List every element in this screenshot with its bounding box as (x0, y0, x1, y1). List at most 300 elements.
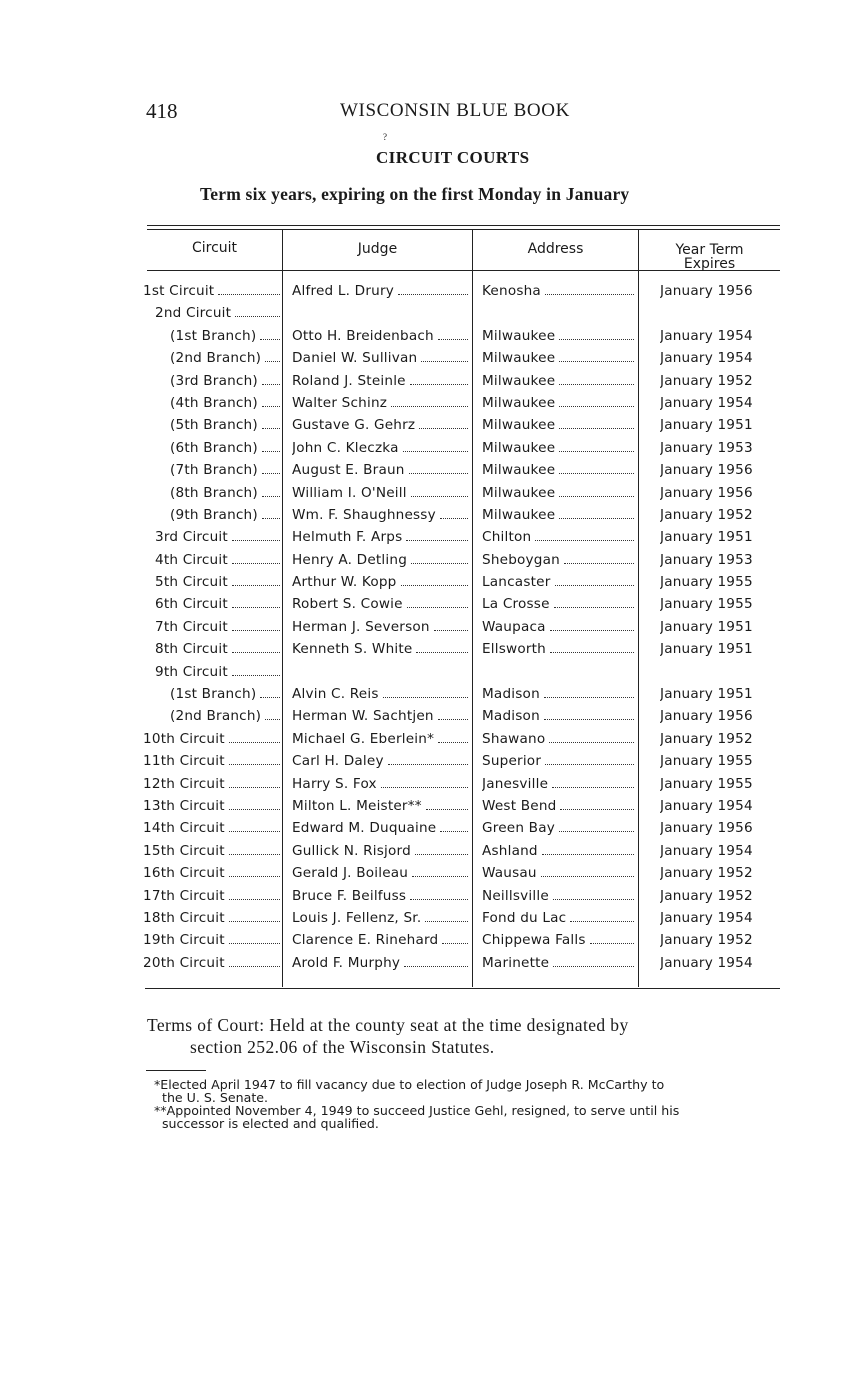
dot-leader (553, 966, 634, 967)
cell-circuit (143, 753, 280, 769)
cell-address-text: Lancaster (482, 574, 554, 590)
cell-year-expires-text: January 1952 (660, 731, 756, 747)
dot-leader (232, 652, 280, 653)
cell-circuit (143, 955, 280, 971)
dot-leader (398, 294, 468, 295)
cell-year-expires (660, 328, 770, 344)
cell-circuit (143, 328, 280, 344)
cell-address-text: Ashland (482, 843, 541, 859)
dot-leader (541, 876, 634, 877)
cell-address-text: Milwaukee (482, 373, 558, 389)
dot-leader (559, 339, 634, 340)
cell-address-text: Chippewa Falls (482, 932, 589, 948)
cell-circuit (143, 731, 280, 747)
cell-judge-text: Milton L. Meister** (292, 798, 425, 814)
table-row (0, 574, 859, 596)
footnote-1: *Elected April 1947 to fill vacancy due to election of Judge Joseph R. McCarthy to (154, 1077, 665, 1092)
dot-leader (535, 540, 634, 541)
cell-judge (292, 574, 468, 590)
cell-year-expires-text: January 1954 (660, 955, 756, 971)
dot-leader (426, 809, 468, 810)
cell-year-expires-text: January 1951 (660, 529, 756, 545)
cell-address (482, 507, 634, 523)
cell-address (482, 485, 634, 501)
cell-judge-text: Gerald J. Boileau (292, 865, 411, 881)
dot-leader (553, 899, 634, 900)
header-judge: Judge (357, 241, 398, 257)
cell-year-expires-text: January 1952 (660, 507, 756, 523)
footnotes (154, 1078, 784, 1130)
cell-year-expires-text: January 1952 (660, 888, 756, 904)
cell-circuit (143, 776, 280, 792)
cell-circuit (143, 507, 280, 523)
cell-address (482, 305, 634, 321)
table-row (0, 507, 859, 529)
cell-circuit (143, 440, 280, 456)
cell-circuit (143, 350, 280, 366)
cell-circuit (143, 888, 280, 904)
cell-year-expires-text: January 1951 (660, 619, 756, 635)
cell-judge-text: Herman J. Severson (292, 619, 433, 635)
cell-address (482, 552, 634, 568)
dot-leader (434, 630, 468, 631)
cell-circuit (143, 574, 280, 590)
dot-leader (559, 451, 634, 452)
cell-year-expires-text: January 1955 (660, 753, 756, 769)
cell-year-expires (660, 373, 770, 389)
header-address: Address (527, 241, 584, 257)
cell-judge (292, 888, 468, 904)
table-row (0, 820, 859, 842)
dot-leader (545, 764, 634, 765)
dot-leader (232, 607, 280, 608)
cell-circuit-text: 2nd Circuit (143, 305, 234, 321)
table-row (0, 888, 859, 910)
table-row (0, 283, 859, 305)
cell-judge (292, 373, 468, 389)
cell-judge (292, 843, 468, 859)
dot-leader (232, 585, 280, 586)
cell-judge-text: Arthur W. Kopp (292, 574, 400, 590)
dot-leader (559, 518, 634, 519)
cell-year-expires (660, 888, 770, 904)
cell-circuit-text: 6th Circuit (143, 596, 231, 612)
table-bottom-rule (145, 988, 780, 989)
dot-leader (542, 854, 634, 855)
table-row (0, 462, 859, 484)
table-row (0, 664, 859, 686)
dot-leader (229, 742, 280, 743)
cell-judge (292, 641, 468, 657)
dot-leader (550, 652, 634, 653)
cell-address-text: La Crosse (482, 596, 553, 612)
cell-year-expires (660, 462, 770, 478)
cell-address (482, 865, 634, 881)
cell-circuit-text: 8th Circuit (143, 641, 231, 657)
cell-judge (292, 417, 468, 433)
dot-leader (232, 675, 280, 676)
cell-judge-text: Roland J. Steinle (292, 373, 409, 389)
cell-address-text: Madison (482, 708, 543, 724)
cell-address-text: Chilton (482, 529, 534, 545)
cell-address (482, 596, 634, 612)
cell-year-expires (660, 641, 770, 657)
cell-year-expires (660, 417, 770, 433)
dot-leader (407, 607, 468, 608)
cell-year-expires (660, 485, 770, 501)
dot-leader (265, 361, 280, 362)
table-row (0, 686, 859, 708)
cell-judge (292, 350, 468, 366)
dot-leader (229, 899, 280, 900)
table-row (0, 328, 859, 350)
cell-circuit-text: 12th Circuit (143, 776, 228, 792)
cell-judge (292, 753, 468, 769)
dot-leader (550, 630, 634, 631)
cell-address (482, 932, 634, 948)
cell-address-text: Milwaukee (482, 395, 558, 411)
cell-address-text: Milwaukee (482, 440, 558, 456)
section-title: CIRCUIT COURTS (376, 148, 530, 167)
cell-judge-text: Michael G. Eberlein* (292, 731, 437, 747)
cell-year-expires (660, 686, 770, 702)
dot-leader (544, 697, 634, 698)
cell-circuit-text: 14th Circuit (143, 820, 228, 836)
cell-address (482, 686, 634, 702)
dot-leader (419, 428, 468, 429)
cell-year-expires-text: January 1952 (660, 865, 756, 881)
cell-circuit-text: (6th Branch) (143, 440, 261, 456)
cell-judge-text: Henry A. Detling (292, 552, 410, 568)
dot-leader (411, 563, 468, 564)
dot-leader (544, 719, 634, 720)
cell-judge-text: Helmuth F. Arps (292, 529, 405, 545)
cell-address (482, 641, 634, 657)
cell-year-expires-text (660, 305, 663, 321)
cell-year-expires-text (660, 664, 663, 680)
cell-judge-text: Wm. F. Shaughnessy (292, 507, 439, 523)
cell-year-expires-text: January 1956 (660, 462, 756, 478)
cell-year-expires-text: January 1951 (660, 417, 756, 433)
cell-address (482, 753, 634, 769)
cell-judge (292, 619, 468, 635)
cell-circuit (143, 552, 280, 568)
cell-judge-text: Gullick N. Risjord (292, 843, 414, 859)
cell-year-expires-text: January 1956 (660, 820, 756, 836)
cell-judge (292, 910, 468, 926)
table-row (0, 373, 859, 395)
dot-leader (438, 339, 468, 340)
cell-judge (292, 955, 468, 971)
dot-leader (559, 406, 634, 407)
cell-circuit (143, 686, 280, 702)
cell-year-expires (660, 932, 770, 948)
cell-circuit (143, 798, 280, 814)
cell-address (482, 328, 634, 344)
dot-leader (388, 764, 468, 765)
table-row (0, 529, 859, 551)
cell-circuit (143, 708, 280, 724)
table-row (0, 485, 859, 507)
cell-address (482, 462, 634, 478)
cell-circuit (143, 485, 280, 501)
cell-year-expires-text: January 1955 (660, 776, 756, 792)
cell-judge-text: Bruce F. Beilfuss (292, 888, 409, 904)
cell-circuit-text: (7th Branch) (143, 462, 261, 478)
dot-leader (260, 697, 280, 698)
cell-circuit (143, 910, 280, 926)
cell-address (482, 395, 634, 411)
cell-circuit-text: (1st Branch) (143, 328, 259, 344)
cell-judge (292, 664, 468, 680)
cell-address-text: Ellsworth (482, 641, 549, 657)
dot-leader (262, 428, 280, 429)
cell-judge-text (292, 305, 295, 321)
cell-year-expires-text: January 1952 (660, 373, 756, 389)
cell-judge-text: Walter Schinz (292, 395, 390, 411)
cell-judge (292, 507, 468, 523)
cell-judge (292, 305, 468, 321)
table-row (0, 932, 859, 954)
cell-year-expires (660, 350, 770, 366)
cell-circuit-text: (4th Branch) (143, 395, 261, 411)
cell-year-expires-text: January 1954 (660, 798, 756, 814)
cell-judge-text: Alfred L. Drury (292, 283, 397, 299)
cell-address (482, 373, 634, 389)
cell-year-expires-text: January 1952 (660, 932, 756, 948)
dot-leader (440, 518, 468, 519)
table-row (0, 641, 859, 663)
cell-judge-text: Alvin C. Reis (292, 686, 382, 702)
dot-leader (381, 787, 468, 788)
cell-judge-text: Carl H. Daley (292, 753, 387, 769)
cell-year-expires (660, 529, 770, 545)
cell-address (482, 350, 634, 366)
cell-address-text: Milwaukee (482, 485, 558, 501)
cell-year-expires-text: January 1955 (660, 574, 756, 590)
cell-circuit-text: 20th Circuit (143, 955, 228, 971)
cell-circuit (143, 395, 280, 411)
cell-judge (292, 932, 468, 948)
dot-leader (229, 921, 280, 922)
cell-judge (292, 485, 468, 501)
dot-leader (559, 361, 634, 362)
dot-leader (229, 809, 280, 810)
dot-leader (425, 921, 468, 922)
dot-leader (218, 294, 280, 295)
running-head: WISCONSIN BLUE BOOK (340, 100, 570, 121)
cell-circuit (143, 529, 280, 545)
cell-circuit-text: (3rd Branch) (143, 373, 261, 389)
cell-judge-text: Robert S. Cowie (292, 596, 406, 612)
cell-circuit (143, 462, 280, 478)
table-row (0, 731, 859, 753)
cell-address-text: Waupaca (482, 619, 549, 635)
dot-leader (438, 719, 468, 720)
cell-address-text: Madison (482, 686, 543, 702)
cell-year-expires (660, 552, 770, 568)
dot-leader (559, 384, 634, 385)
cell-address-text (482, 664, 485, 680)
cell-circuit-text: 15th Circuit (143, 843, 228, 859)
cell-circuit (143, 932, 280, 948)
table-row (0, 753, 859, 775)
dot-leader (559, 496, 634, 497)
dot-leader (229, 854, 280, 855)
cell-address (482, 888, 634, 904)
cell-judge (292, 798, 468, 814)
cell-circuit (143, 417, 280, 433)
cell-address (482, 529, 634, 545)
cell-circuit-text: 11th Circuit (143, 753, 228, 769)
cell-year-expires (660, 507, 770, 523)
cell-circuit-text: 16th Circuit (143, 865, 228, 881)
cell-judge (292, 283, 468, 299)
table-row (0, 417, 859, 439)
cell-year-expires (660, 753, 770, 769)
cell-judge-text: Arold F. Murphy (292, 955, 403, 971)
dot-leader (229, 831, 280, 832)
cell-judge-text: Clarence E. Rinehard (292, 932, 441, 948)
dot-leader (232, 540, 280, 541)
cell-circuit (143, 373, 280, 389)
dot-leader (421, 361, 468, 362)
cell-address-text: Milwaukee (482, 350, 558, 366)
dot-leader (401, 585, 469, 586)
cell-circuit-text: (8th Branch) (143, 485, 261, 501)
cell-year-expires (660, 843, 770, 859)
cell-circuit (143, 865, 280, 881)
cell-address-text: West Bend (482, 798, 559, 814)
cell-judge-text: Gustave G. Gehrz (292, 417, 418, 433)
cell-circuit-text: 19th Circuit (143, 932, 228, 948)
cell-address (482, 955, 634, 971)
dot-leader (560, 809, 634, 810)
cell-judge-text: Otto H. Breidenbach (292, 328, 437, 344)
cell-circuit-text: 10th Circuit (143, 731, 228, 747)
dot-leader (416, 652, 468, 653)
cell-year-expires (660, 708, 770, 724)
cell-circuit (143, 619, 280, 635)
dot-leader (404, 966, 468, 967)
cell-year-expires-text: January 1954 (660, 395, 756, 411)
cell-judge (292, 820, 468, 836)
printer-mark: ? (383, 132, 387, 142)
cell-address (482, 708, 634, 724)
cell-circuit-text: 7th Circuit (143, 619, 231, 635)
cell-judge (292, 708, 468, 724)
cell-circuit-text: 17th Circuit (143, 888, 228, 904)
table-row (0, 596, 859, 618)
cell-address (482, 619, 634, 635)
dot-leader (229, 787, 280, 788)
cell-year-expires (660, 820, 770, 836)
cell-year-expires (660, 664, 770, 680)
cell-year-expires-text: January 1954 (660, 328, 756, 344)
cell-address (482, 910, 634, 926)
dot-leader (262, 518, 280, 519)
cell-year-expires-text: January 1951 (660, 641, 756, 657)
footnote-2-cont: successor is elected and qualified. (162, 1116, 379, 1131)
dot-leader (440, 831, 468, 832)
dot-leader (410, 384, 468, 385)
dot-leader (229, 764, 280, 765)
cell-circuit-text: (9th Branch) (143, 507, 261, 523)
cell-circuit-text: (2nd Branch) (143, 350, 264, 366)
dot-leader (262, 496, 280, 497)
dot-leader (412, 876, 468, 877)
dot-leader (415, 854, 468, 855)
cell-address (482, 283, 634, 299)
cell-judge (292, 552, 468, 568)
cell-year-expires (660, 910, 770, 926)
cell-judge (292, 440, 468, 456)
cell-year-expires (660, 776, 770, 792)
table-row (0, 619, 859, 641)
table-row (0, 552, 859, 574)
cell-year-expires (660, 305, 770, 321)
dot-leader (410, 899, 468, 900)
cell-circuit (143, 283, 280, 299)
dot-leader (232, 563, 280, 564)
cell-year-expires-text: January 1954 (660, 910, 756, 926)
cell-address-text: Janesville (482, 776, 551, 792)
table-row (0, 708, 859, 730)
header-circuit: Circuit (191, 240, 238, 256)
footnote-2: **Appointed November 4, 1949 to succeed Justice Gehl, resigned, to serve until his (154, 1103, 680, 1118)
header-expires: Expires (683, 256, 736, 272)
cell-address-text: Milwaukee (482, 417, 558, 433)
cell-year-expires (660, 619, 770, 635)
dot-leader (262, 406, 280, 407)
cell-circuit-text: 9th Circuit (143, 664, 231, 680)
table-row (0, 440, 859, 462)
table-row (0, 843, 859, 865)
cell-circuit (143, 664, 280, 680)
cell-judge-text: Herman W. Sachtjen (292, 708, 437, 724)
cell-year-expires (660, 955, 770, 971)
dot-leader (442, 943, 468, 944)
dot-leader (438, 742, 468, 743)
cell-address (482, 776, 634, 792)
cell-address-text: Marinette (482, 955, 552, 971)
cell-address-text: Superior (482, 753, 544, 769)
cell-circuit-text: 18th Circuit (143, 910, 228, 926)
cell-circuit-text: 4th Circuit (143, 552, 231, 568)
cell-year-expires (660, 798, 770, 814)
cell-address-text (482, 305, 485, 321)
cell-year-expires (660, 574, 770, 590)
cell-circuit-text: (5th Branch) (143, 417, 261, 433)
dot-leader (559, 428, 634, 429)
dot-leader (391, 406, 468, 407)
cell-judge-text (292, 664, 295, 680)
cell-address-text: Shawano (482, 731, 548, 747)
table-row (0, 305, 859, 327)
dot-leader (235, 316, 280, 317)
cell-address (482, 731, 634, 747)
cell-address-text: Kenosha (482, 283, 544, 299)
cell-year-expires (660, 865, 770, 881)
dot-leader (554, 607, 634, 608)
table-top-rule-inner (147, 229, 780, 230)
cell-address (482, 417, 634, 433)
cell-circuit-text: (2nd Branch) (143, 708, 264, 724)
cell-circuit-text: 1st Circuit (143, 283, 217, 299)
cell-judge (292, 776, 468, 792)
cell-address-text: Milwaukee (482, 328, 558, 344)
cell-judge (292, 328, 468, 344)
